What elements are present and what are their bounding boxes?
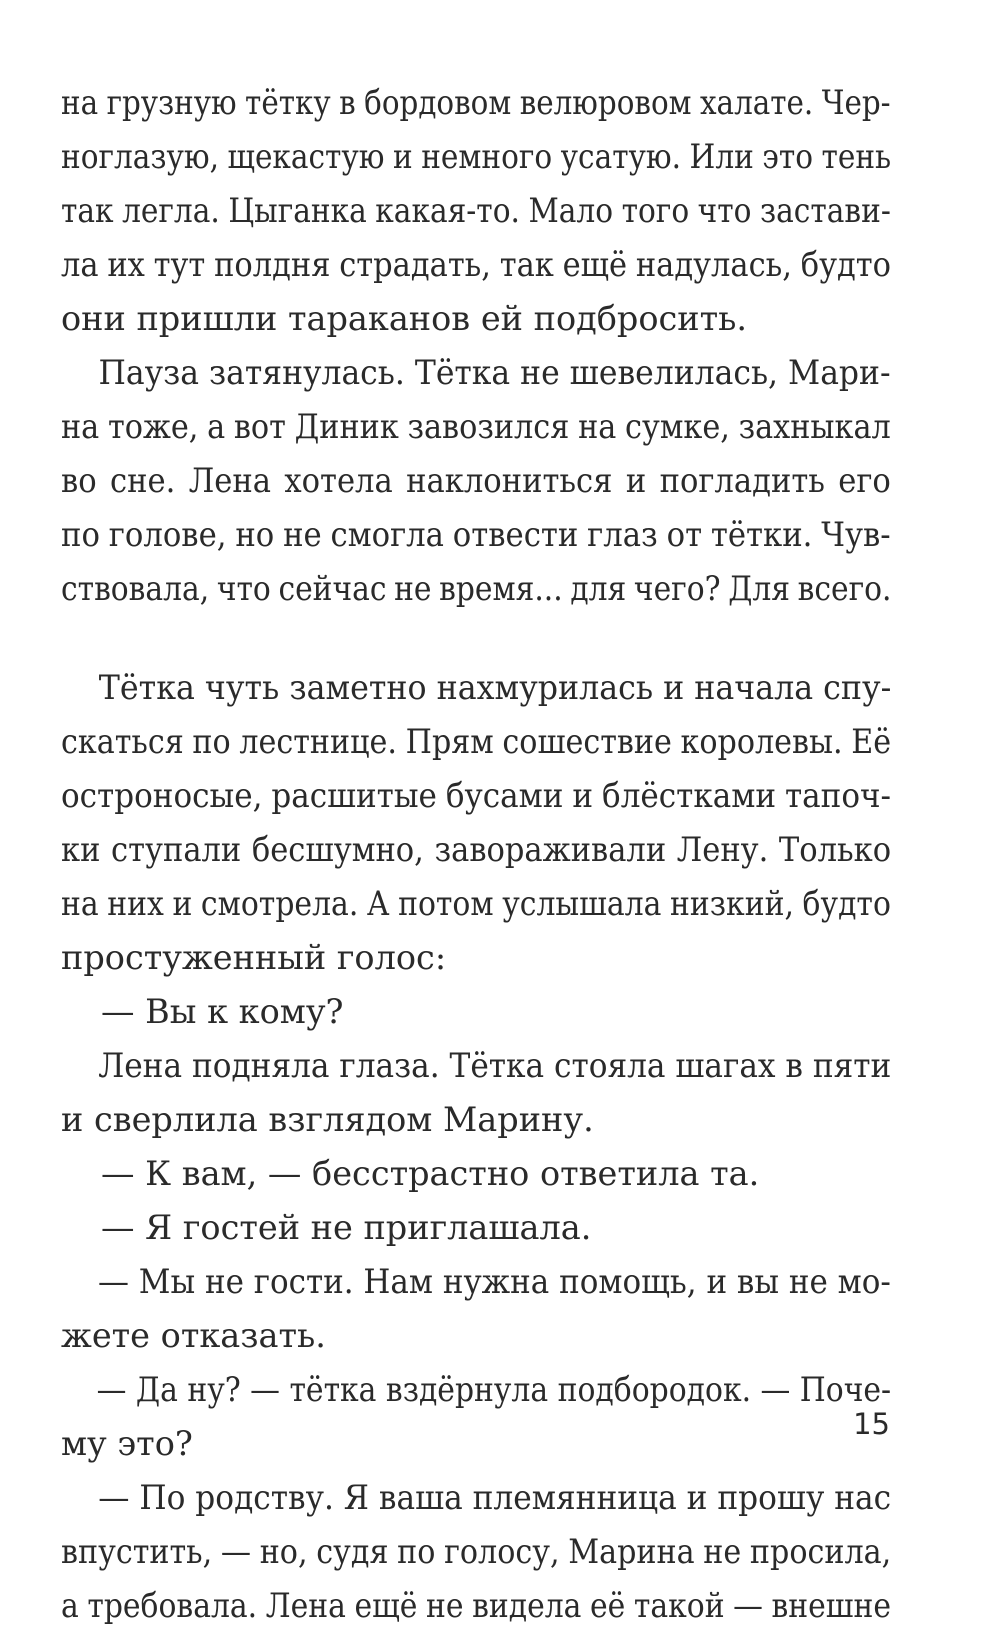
dialogue-line: а требовала. Лена ещё не видела её такой — внешне xyxy=(61,1586,892,1625)
text-line: во сне. Лена хотела наклониться и погладить его xyxy=(61,461,891,500)
dialogue-line: — Вы к кому? xyxy=(101,992,344,1031)
text-line: Тётка чуть заметно нахмурилась и начала спу- xyxy=(98,668,892,707)
dialogue-line: — По родству. Я ваша племянница и прошу нас xyxy=(98,1478,892,1517)
section-break xyxy=(61,616,891,661)
text-line: ки ступали бесшумно, завораживали Лену. Только xyxy=(61,830,892,869)
dialogue-line: — Я гостей не приглашала. xyxy=(101,1208,592,1247)
dialogue-line: му это? xyxy=(61,1424,193,1463)
text-line: скаться по лестнице. Прям сошествие королевы. Её xyxy=(61,722,892,761)
text-line: по голове, но не смогла отвести глаз от тётки. Чув- xyxy=(61,515,891,554)
text-line: на грузную тётку в бордовом велюровом халате. Чер- xyxy=(61,83,891,122)
text-line: так легла. Цыганка какая-то. Мало того что застави- xyxy=(61,191,891,230)
text-line: и сверлила взглядом Марину. xyxy=(61,1100,594,1139)
text-line: Пауза затянулась. Тётка не шевелилась, Мари- xyxy=(98,353,891,392)
dialogue-line: — К вам, — бесстрастно ответила та. xyxy=(101,1154,760,1193)
text-line: ноглазую, щекастую и немного усатую. Или это тень xyxy=(61,137,892,176)
dialogue-line: — Мы не гости. Нам нужна помощь, и вы не мо- xyxy=(97,1262,891,1301)
page-number: 15 xyxy=(853,1407,890,1441)
text-line: на них и смотрела. А потом услышала низкий, будто xyxy=(61,884,891,923)
dialogue-line: — Да ну? — тётка вздёрнула подбородок. — Поче- xyxy=(96,1370,892,1409)
text-line: ствовала, что сейчас не время... для чего? Для всего. xyxy=(61,569,892,608)
dialogue-line: впустить, — но, судя по голосу, Марина не просила, xyxy=(61,1532,892,1571)
text-line: простуженный голос: xyxy=(61,938,447,977)
body-text xyxy=(61,76,891,1633)
dialogue-line: жете отказать. xyxy=(61,1316,326,1355)
text-line: они пришли тараканов ей подбросить. xyxy=(61,299,748,338)
text-line: остроносые, расшитые бусами и блёстками тапоч- xyxy=(61,776,892,815)
text-line: ла их тут полдня страдать, так ещё надулась, будто xyxy=(61,245,892,284)
text-line: на тоже, а вот Диник завозился на сумке, захныкал xyxy=(61,407,891,446)
text-line: Лена подняла глаза. Тётка стояла шагах в пяти xyxy=(98,1046,892,1085)
